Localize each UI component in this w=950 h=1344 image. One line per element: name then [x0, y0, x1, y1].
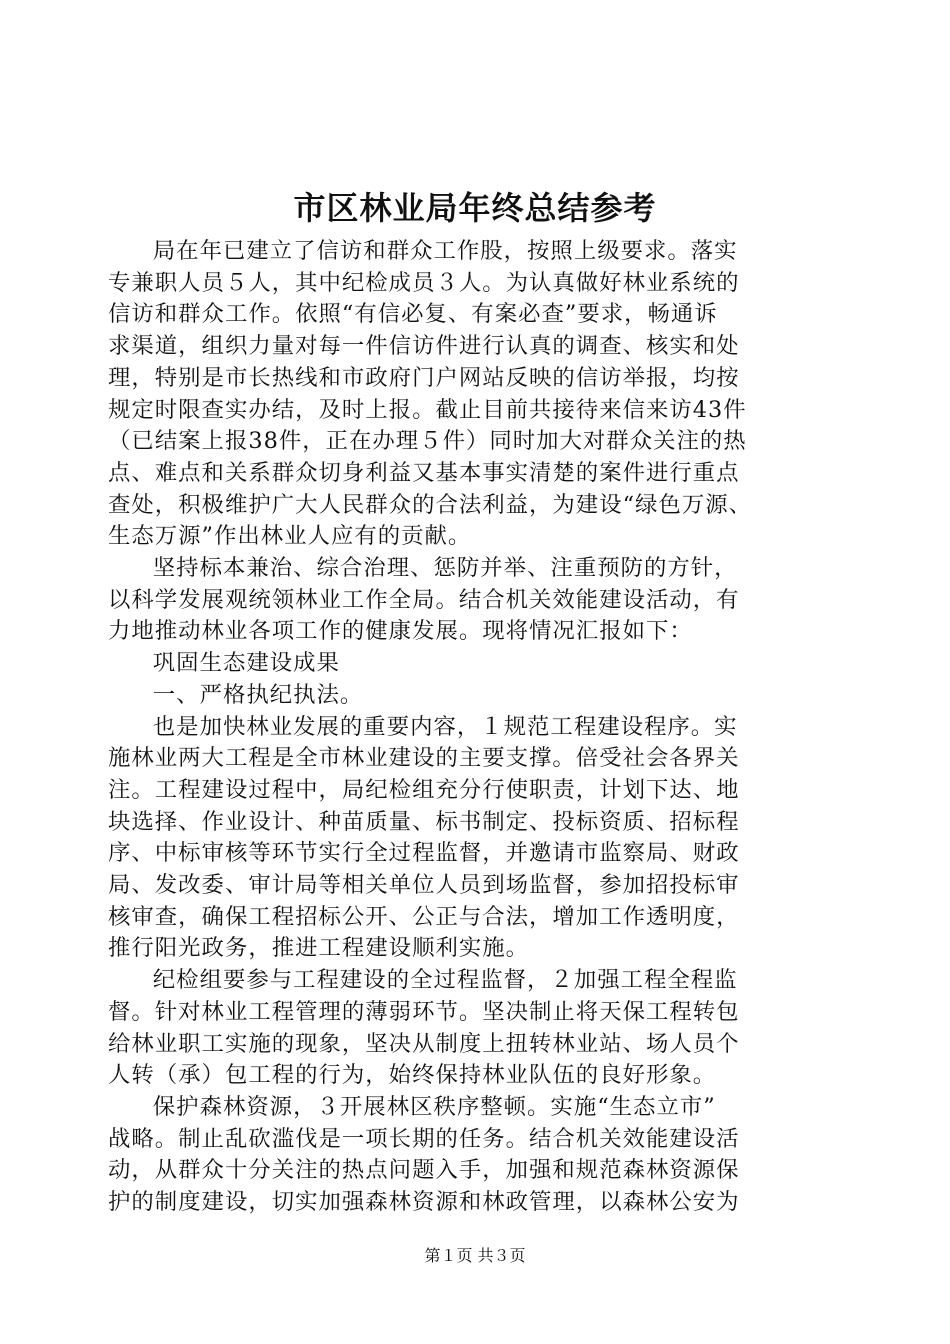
body-line: 人转（承）包工程的行为，始终保持林业队伍的良好形象。 [108, 1062, 717, 1089]
body-line: 坚持标本兼治、综合治理、惩防并举、注重预防的方针， [152, 555, 738, 582]
body-line: 护的制度建设，切实加强森林资源和林政管理，以森林公安为 [108, 1189, 740, 1216]
section-heading: 一、严格执纪执法。 [152, 681, 364, 708]
body-line: （已结案上报38件，正在办理５件）同时加大对群众关注的热 [108, 428, 747, 455]
body-line: 专兼职人员５人，其中纪检成员３人。为认真做好林业系统的 [108, 269, 740, 296]
body-line: 理，特别是市长热线和市政府门户网站反映的信访举报，均按 [108, 364, 740, 391]
document-title: 市区林业局年终总结参考 [293, 189, 657, 227]
body-line: 也是加快林业发展的重要内容，１规范工程建设程序。实 [152, 713, 738, 740]
page-footer: 第１页 共３页 [424, 1246, 526, 1265]
body-line: 以科学发展观统领林业工作全局。结合机关效能建设活动，有 [108, 586, 740, 613]
body-line: 纪检组要参与工程建设的全过程监督，２加强工程全程监 [152, 967, 738, 994]
body-line: 规定时限查实办结，及时上报。截止目前共接待来信来访43件 [108, 396, 747, 423]
body-line: 局、发改委、审计局等相关单位人员到场监督，参加招投标审 [108, 872, 740, 899]
body-line: 信访和群众工作。依照“有信必复、有案必查”要求，畅通诉 [108, 301, 718, 328]
body-line: 求渠道，组织力量对每一件信访件进行认真的调查、核实和处 [108, 333, 740, 360]
body-line: 局在年已建立了信访和群众工作股，按照上级要求。落实 [152, 238, 738, 264]
body-line: 力地推动林业各项工作的健康发展。现将情况汇报如下： [108, 618, 693, 645]
body-line: 块选择、作业设计、种苗质量、标书制定、投标资质、招标程 [108, 808, 740, 835]
body-line: 序、中标审核等环节实行全过程监督，并邀请市监察局、财政 [108, 840, 740, 867]
body-line: 动，从群众十分关注的热点问题入手，加强和规范森林资源保 [108, 1157, 740, 1184]
body-line: 核审查，确保工程招标公开、公正与合法，增加工作透明度， [108, 903, 740, 930]
body-line: 推行阳光政务，推进工程建设顺利实施。 [108, 935, 530, 962]
document-body [108, 236, 868, 1219]
body-line: 查处，积极维护广大人民群众的合法利益，为建设“绿色万源、 [108, 491, 752, 518]
body-line: 注。工程建设过程中，局纪检组充分行使职责，计划下达、地 [108, 776, 740, 803]
body-line: 保护森林资源，３开展林区秩序整顿。实施“生态立市” [152, 1093, 716, 1120]
body-line: 督。针对林业工程管理的薄弱环节。坚决制止将天保工程转包 [108, 998, 740, 1025]
body-line: 生态万源”作出林业人应有的贡献。 [108, 523, 472, 550]
section-heading: 巩固生态建设成果 [152, 650, 340, 677]
body-line: 施林业两大工程是全市林业建设的主要支撑。倍受社会各界关 [108, 745, 740, 772]
body-line: 给林业职工实施的现象，坚决从制度上扭转林业站、场人员个 [108, 1030, 740, 1057]
body-line: 点、难点和关系群众切身利益又基本事实清楚的案件进行重点 [108, 459, 740, 486]
body-line: 战略。制止乱砍滥伐是一项长期的任务。结合机关效能建设活 [108, 1125, 740, 1152]
